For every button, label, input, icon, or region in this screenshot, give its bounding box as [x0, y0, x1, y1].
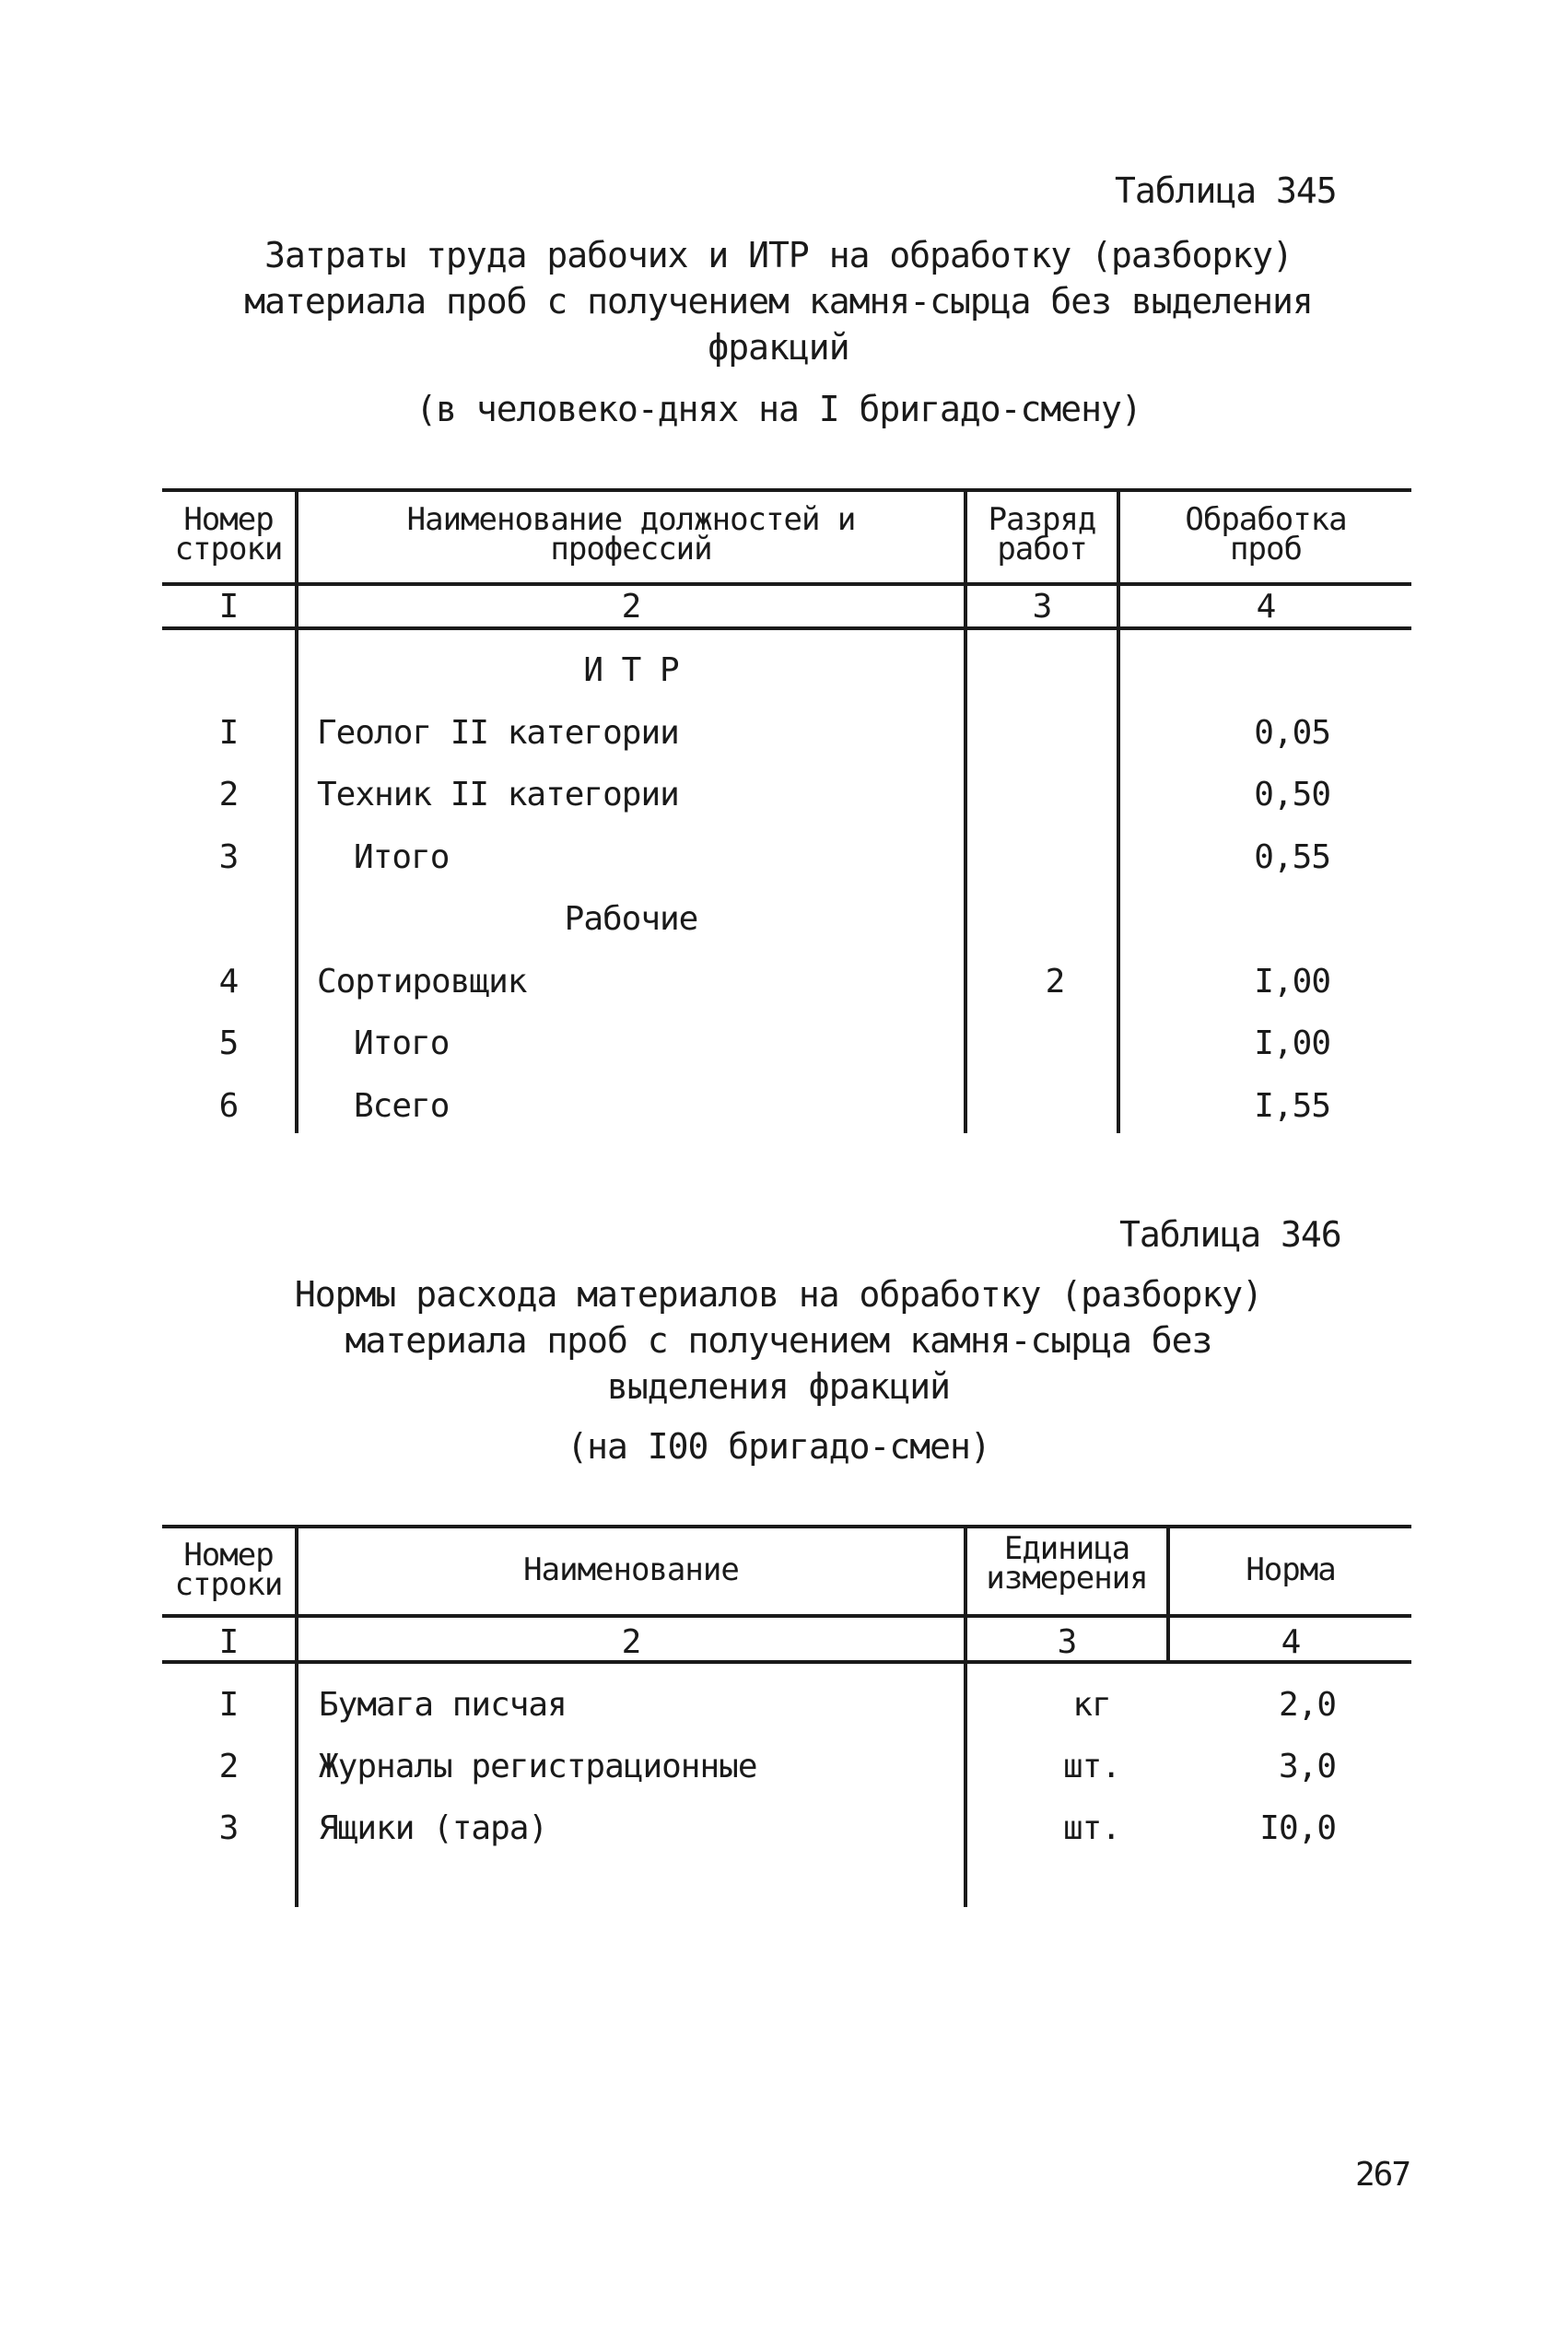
table-rule: [162, 1525, 1411, 1528]
header-unit-of-measure: Единица измерения: [986, 1530, 1148, 1597]
position-name: Итого: [354, 1024, 450, 1062]
unit-cell: шт.: [1062, 1748, 1121, 1785]
table-column-divider: [964, 488, 967, 1133]
row-number: 6: [218, 1087, 239, 1125]
column-number: 2: [621, 588, 641, 626]
material-name: Журналы регистрационные: [319, 1748, 757, 1785]
table-346-label: Таблица 346: [1119, 1214, 1341, 1255]
section-heading-workers: Рабочие: [564, 900, 698, 938]
title-line: Затраты труда рабочих и ИТР на обработку (разборку): [264, 235, 1293, 275]
value-cell: I,00: [1254, 1024, 1330, 1062]
row-number: I: [218, 1686, 239, 1724]
title-line: материала проб с получением камня-сырца без выделения: [244, 281, 1313, 322]
column-number: 3: [1057, 1623, 1077, 1661]
row-number: 3: [218, 838, 239, 876]
page-number: 267: [1354, 2156, 1410, 2194]
title-line: выделения фракций: [607, 1366, 950, 1407]
norm-cell: 2,0: [1278, 1686, 1336, 1724]
row-number: I: [218, 714, 239, 752]
header-position-name: Наименование должностей и профессий: [406, 501, 856, 568]
title-line: фракций: [708, 327, 849, 368]
table-345-label: Таблица 345: [1115, 170, 1337, 211]
column-number: 3: [1032, 588, 1052, 626]
norm-cell: 3,0: [1278, 1748, 1336, 1785]
table-345-unit: (в человеко-днях на I бригадо-смену): [415, 389, 1141, 429]
value-cell: 0,05: [1254, 714, 1330, 752]
table-rule: [162, 626, 1411, 630]
column-number: I: [218, 588, 239, 626]
row-number: 2: [218, 1748, 239, 1785]
column-number: 4: [1256, 588, 1276, 626]
table-rule: [162, 488, 1411, 492]
header-norm: Норма: [1246, 1551, 1336, 1588]
row-number: 4: [218, 963, 239, 1001]
norm-cell: I0,0: [1259, 1809, 1336, 1847]
header-row-number: Номер строки: [174, 501, 283, 568]
position-name: Геолог II категории: [317, 714, 679, 752]
value-cell: I,55: [1254, 1087, 1330, 1125]
position-name: Техник II категории: [317, 776, 679, 813]
column-number: 2: [621, 1623, 641, 1661]
position-name: Сортировщик: [317, 963, 527, 1001]
section-heading-itr: И Т Р: [583, 651, 679, 689]
value-cell: 0,50: [1254, 776, 1330, 813]
header-work-grade: Разряд работ: [988, 501, 1096, 568]
material-name: Бумага писчая: [319, 1686, 567, 1724]
unit-cell: кг: [1072, 1686, 1111, 1724]
position-name: Всего: [354, 1087, 450, 1125]
header-row-number: Номер строки: [174, 1537, 283, 1603]
row-number: 5: [218, 1024, 239, 1062]
material-name: Ящики (тара): [319, 1809, 548, 1847]
table-rule: [162, 582, 1411, 586]
column-number: 4: [1281, 1623, 1301, 1661]
header-sample-processing: Обработка проб: [1185, 501, 1347, 568]
column-number: I: [218, 1623, 239, 1661]
grade-cell: 2: [1045, 963, 1065, 1001]
title-line: Нормы расхода материалов на обработку (разборку): [294, 1274, 1263, 1315]
title-line: материала проб с получением камня-сырца без: [345, 1320, 1212, 1361]
position-name: Итого: [354, 838, 450, 876]
value-cell: I,00: [1254, 963, 1330, 1001]
header-name: Наименование: [523, 1551, 739, 1588]
table-column-divider: [295, 488, 298, 1133]
table-rule: [162, 1614, 1411, 1618]
unit-cell: шт.: [1062, 1809, 1121, 1847]
table-346-unit: (на I00 бригадо-смен): [567, 1426, 990, 1467]
row-number: 3: [218, 1809, 239, 1847]
value-cell: 0,55: [1254, 838, 1330, 876]
row-number: 2: [218, 776, 239, 813]
